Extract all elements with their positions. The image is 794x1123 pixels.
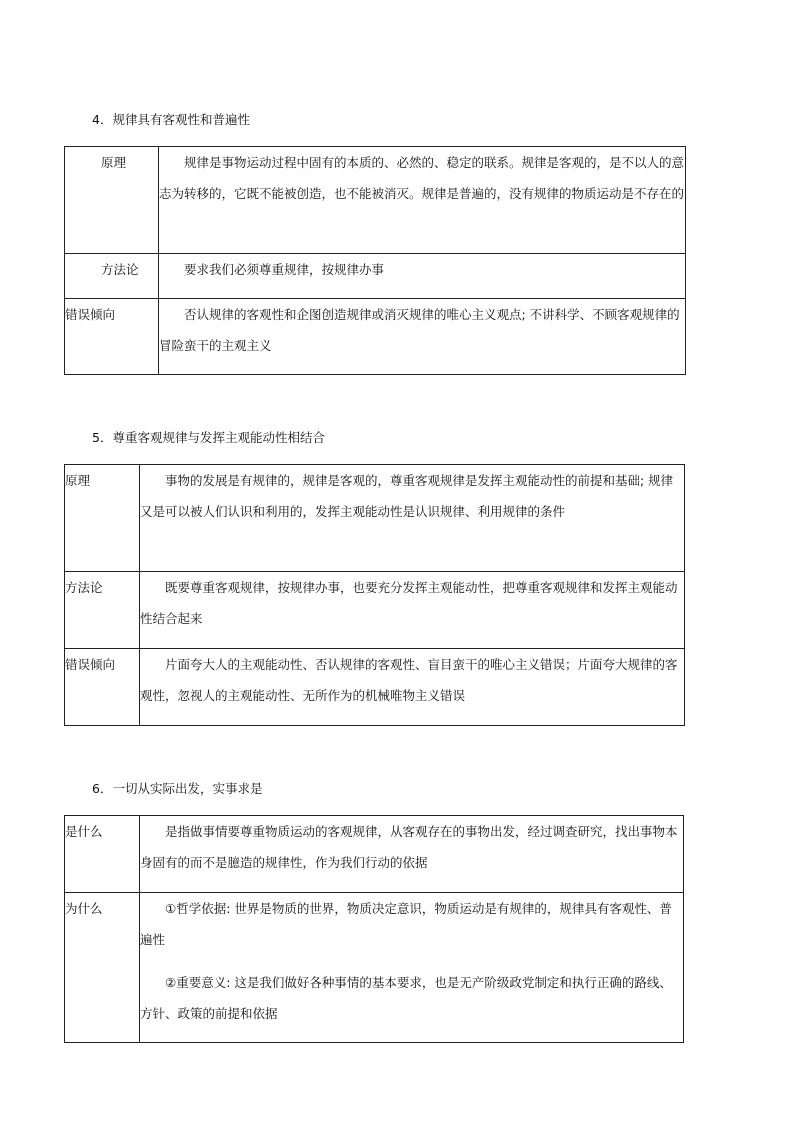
table-row — [65, 465, 685, 572]
row-label-errors: 错误倾向 — [65, 299, 159, 375]
table-row — [65, 254, 686, 299]
row-label-methodology: 方法论 — [65, 572, 140, 649]
row-content-methodology: 要求我们必须尊重规律，按规律办事 — [159, 254, 686, 299]
why-philosophical-basis: ①哲学依据: 世界是物质的世界，物质决定意识，物质运动是有规律的，规律具有客观性、普遍性 — [140, 901, 672, 947]
row-content-errors: 否认规律的客观性和企图创造规律或消灭规律的唯心主义观点; 不讲科学、不顾客观规律的冒险蛮干的主观主义 — [159, 299, 686, 375]
table-row — [65, 816, 684, 893]
section-5-heading: 5．尊重客观规律与发挥主观能动性相结合 — [92, 430, 325, 445]
row-label-why: 为什么 — [65, 893, 140, 1043]
section-4-table — [64, 146, 686, 375]
row-content-principle: 事物的发展是有规律的，规律是客观的，尊重客观规律是发挥主观能动性的前提和基础; 规律又是可以被人们认识和利用的，发挥主观能动性是认识规律、利用规律的条件 — [140, 465, 685, 572]
row-label-principle: 原理 — [65, 147, 159, 254]
section-6-heading: 6．一切从实际出发，实事求是 — [92, 781, 263, 796]
row-label-what: 是什么 — [65, 816, 140, 893]
row-content-errors: 片面夸大人的主观能动性、否认规律的客观性、盲目蛮干的唯心主义错误；片面夸大规律的客观性，忽视人的主观能动性、无所作为的机械唯物主义错误 — [140, 649, 685, 726]
table-row — [65, 572, 685, 649]
table-row — [65, 147, 686, 254]
table-row — [65, 649, 685, 726]
row-content-why — [140, 893, 684, 1043]
row-content-what: 是指做事情要尊重物质运动的客观规律，从客观存在的事物出发，经过调查研究，找出事物本身固有的而不是臆造的规律性，作为我们行动的依据 — [140, 816, 684, 893]
row-label-principle: 原理 — [65, 465, 140, 572]
why-significance: ②重要意义: 这是我们做好各种事情的基本要求，也是无产阶级政党制定和执行正确的路线、方针、政策的前提和依据 — [140, 975, 672, 1021]
section-5-table — [64, 464, 685, 726]
table-row — [65, 299, 686, 375]
section-4-heading: 4．规律具有客观性和普遍性 — [92, 112, 250, 127]
row-content-methodology: 既要尊重客观规律，按规律办事，也要充分发挥主观能动性，把尊重客观规律和发挥主观能动性结合起来 — [140, 572, 685, 649]
section-6-table — [64, 815, 684, 1043]
row-label-methodology: 方法论 — [65, 254, 159, 299]
table-row — [65, 893, 684, 1043]
row-content-principle: 规律是事物运动过程中固有的本质的、必然的、稳定的联系。规律是客观的，是不以人的意志为转移的，它既不能被创造，也不能被消灭。规律是普遍的，没有规律的物质运动是不存在的 — [159, 147, 686, 254]
row-label-errors: 错误倾向 — [65, 649, 140, 726]
